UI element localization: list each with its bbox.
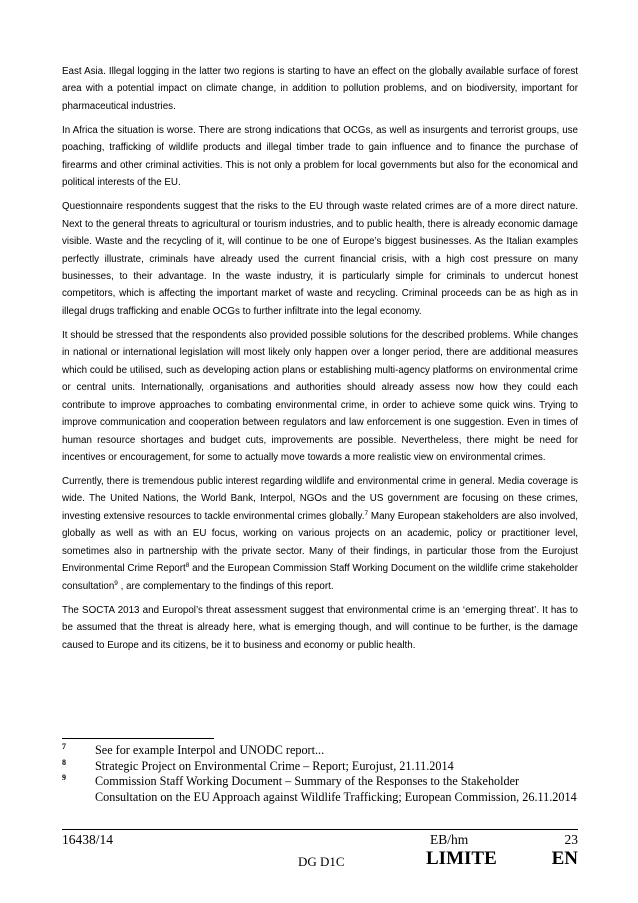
paragraph-public-interest-part-a: Currently, there is tremendous public interest regarding wildlife and environmental crime in general. Media coverage is wide. The United Nations, the World Bank, Interpol, NGOs and the US government are focusing on these crimes, investing extensive resources to tackle environmental crimes globally. bbox=[62, 475, 578, 522]
paragraph-solutions: It should be stressed that the respondents also provided possible solutions for the described problems. While changes in national or international legislation will most likely only happen over a longer period, there are additional measures which could be utilised, such as developing action plans or establishing multi-agency platforms on environmental crime or central units. Internationally, organisations and authorities should already assess now how they could each contribute to improve approaches to combating environmental crime, in order to achieve some quick wins. Trying to improve communication and cooperation between regulators and law enforcement is one suggestion. Even in times of human resource shortages and budget cuts, improvements are possible. Nevertheless, there might be need for incentives or encouragement, for some to actually move towards a more realistic view on environmental crimes. bbox=[62, 329, 578, 464]
paragraph-public-interest bbox=[62, 473, 578, 595]
paragraph-public-interest-part-d: , are complementary to the findings of this report. bbox=[117, 580, 334, 592]
document-number: 16438/14 bbox=[62, 832, 114, 847]
body-text bbox=[62, 63, 578, 661]
language-code: EN bbox=[551, 848, 578, 869]
directorate-code: DG D1C bbox=[298, 854, 345, 869]
footnote bbox=[62, 774, 578, 805]
paragraph-asia: East Asia. Illegal logging in the latter two regions is starting to have an effect on the globally available surface of forest area with a potential impact on climate change, in addition to pollution problems, and on biodiversity, important for pharmaceutical industries. bbox=[62, 66, 578, 112]
paragraph-africa: In Africa the situation is worse. There are strong indications that OCGs, as well as insurgents and terrorist groups, use poaching, trafficking of wildlife products and illegal timber trade to gain influence and to finance the purchase of firearms and other criminal activities. This is not only a problem for local governments but also for the economical and political interests of the EU. bbox=[62, 124, 578, 189]
paragraph-public-interest-part-c: and the European Commission Staff Working Document on the wildlife crime stakeholder consultation bbox=[62, 563, 578, 592]
footnote-text: Strategic Project on Environmental Crime – Report; Eurojust, 21.11.2014 bbox=[95, 758, 454, 773]
paragraph-waste-crime: Questionnaire respondents suggest that the risks to the EU through waste related crimes are of a more direct nature. Next to the general threats to agricultural or tourism industries, and to public health, there is already economic damage visible. Waste and the recycling of it, will continue to be one of Europe’s biggest businesses. As the Italian examples perfectly illustrate, criminals have already used the current financial crisis, with a high cost pressure on many businesses, to their advantage. In the waste industry, it is particularly simple for criminals to undercut honest competitors, which is affecting the important market of waste and recycling. Criminal proceeds can be as high as in illegal drugs trafficking and enable OCGs to further infiltrate into the legal economy. bbox=[62, 201, 578, 317]
footnote-number: 8 bbox=[62, 757, 66, 767]
paragraph-socta: The SOCTA 2013 and Europol’s threat assessment suggest that environmental crime is an ‘emerging threat’. It has to be assumed that the threat is already here, what is emerging though, and will continue to be further, is the damage caused to Europe and its citizens, be it to business and economy or public health. bbox=[62, 604, 578, 651]
footnote-text: Commission Staff Working Document – Summary of the Responses to the Stakeholder Consultation on the EU Approach against Wildlife Trafficking; European Commission, 26.11.2014 bbox=[95, 774, 577, 805]
paragraph-public-interest-part-b: Many European stakeholders are also involved, globally as well as with an EU focus, working on various projects on an academic, policy or practitioner level, sometimes also in partnership with the private sector. Many of their findings, in particular those from the Eurojust Environmental Crime Report bbox=[62, 510, 578, 575]
page-number: 23 bbox=[564, 832, 578, 847]
footnote bbox=[62, 743, 578, 759]
footnote-number: 7 bbox=[62, 742, 66, 751]
footer-separator bbox=[62, 829, 578, 830]
footnote-ref-9[interactable]: 9 bbox=[114, 579, 118, 587]
footnotes bbox=[62, 743, 578, 806]
author-initials: EB/hm bbox=[430, 832, 469, 847]
footnote-text: See for example Interpol and UNODC report... bbox=[95, 743, 325, 757]
classification-marking: LIMITE bbox=[426, 848, 497, 869]
footnote-ref-8[interactable]: 8 bbox=[185, 562, 190, 570]
footnote bbox=[62, 759, 578, 775]
footnote-ref-7[interactable]: 7 bbox=[364, 509, 369, 517]
footnote-number: 9 bbox=[62, 773, 66, 783]
